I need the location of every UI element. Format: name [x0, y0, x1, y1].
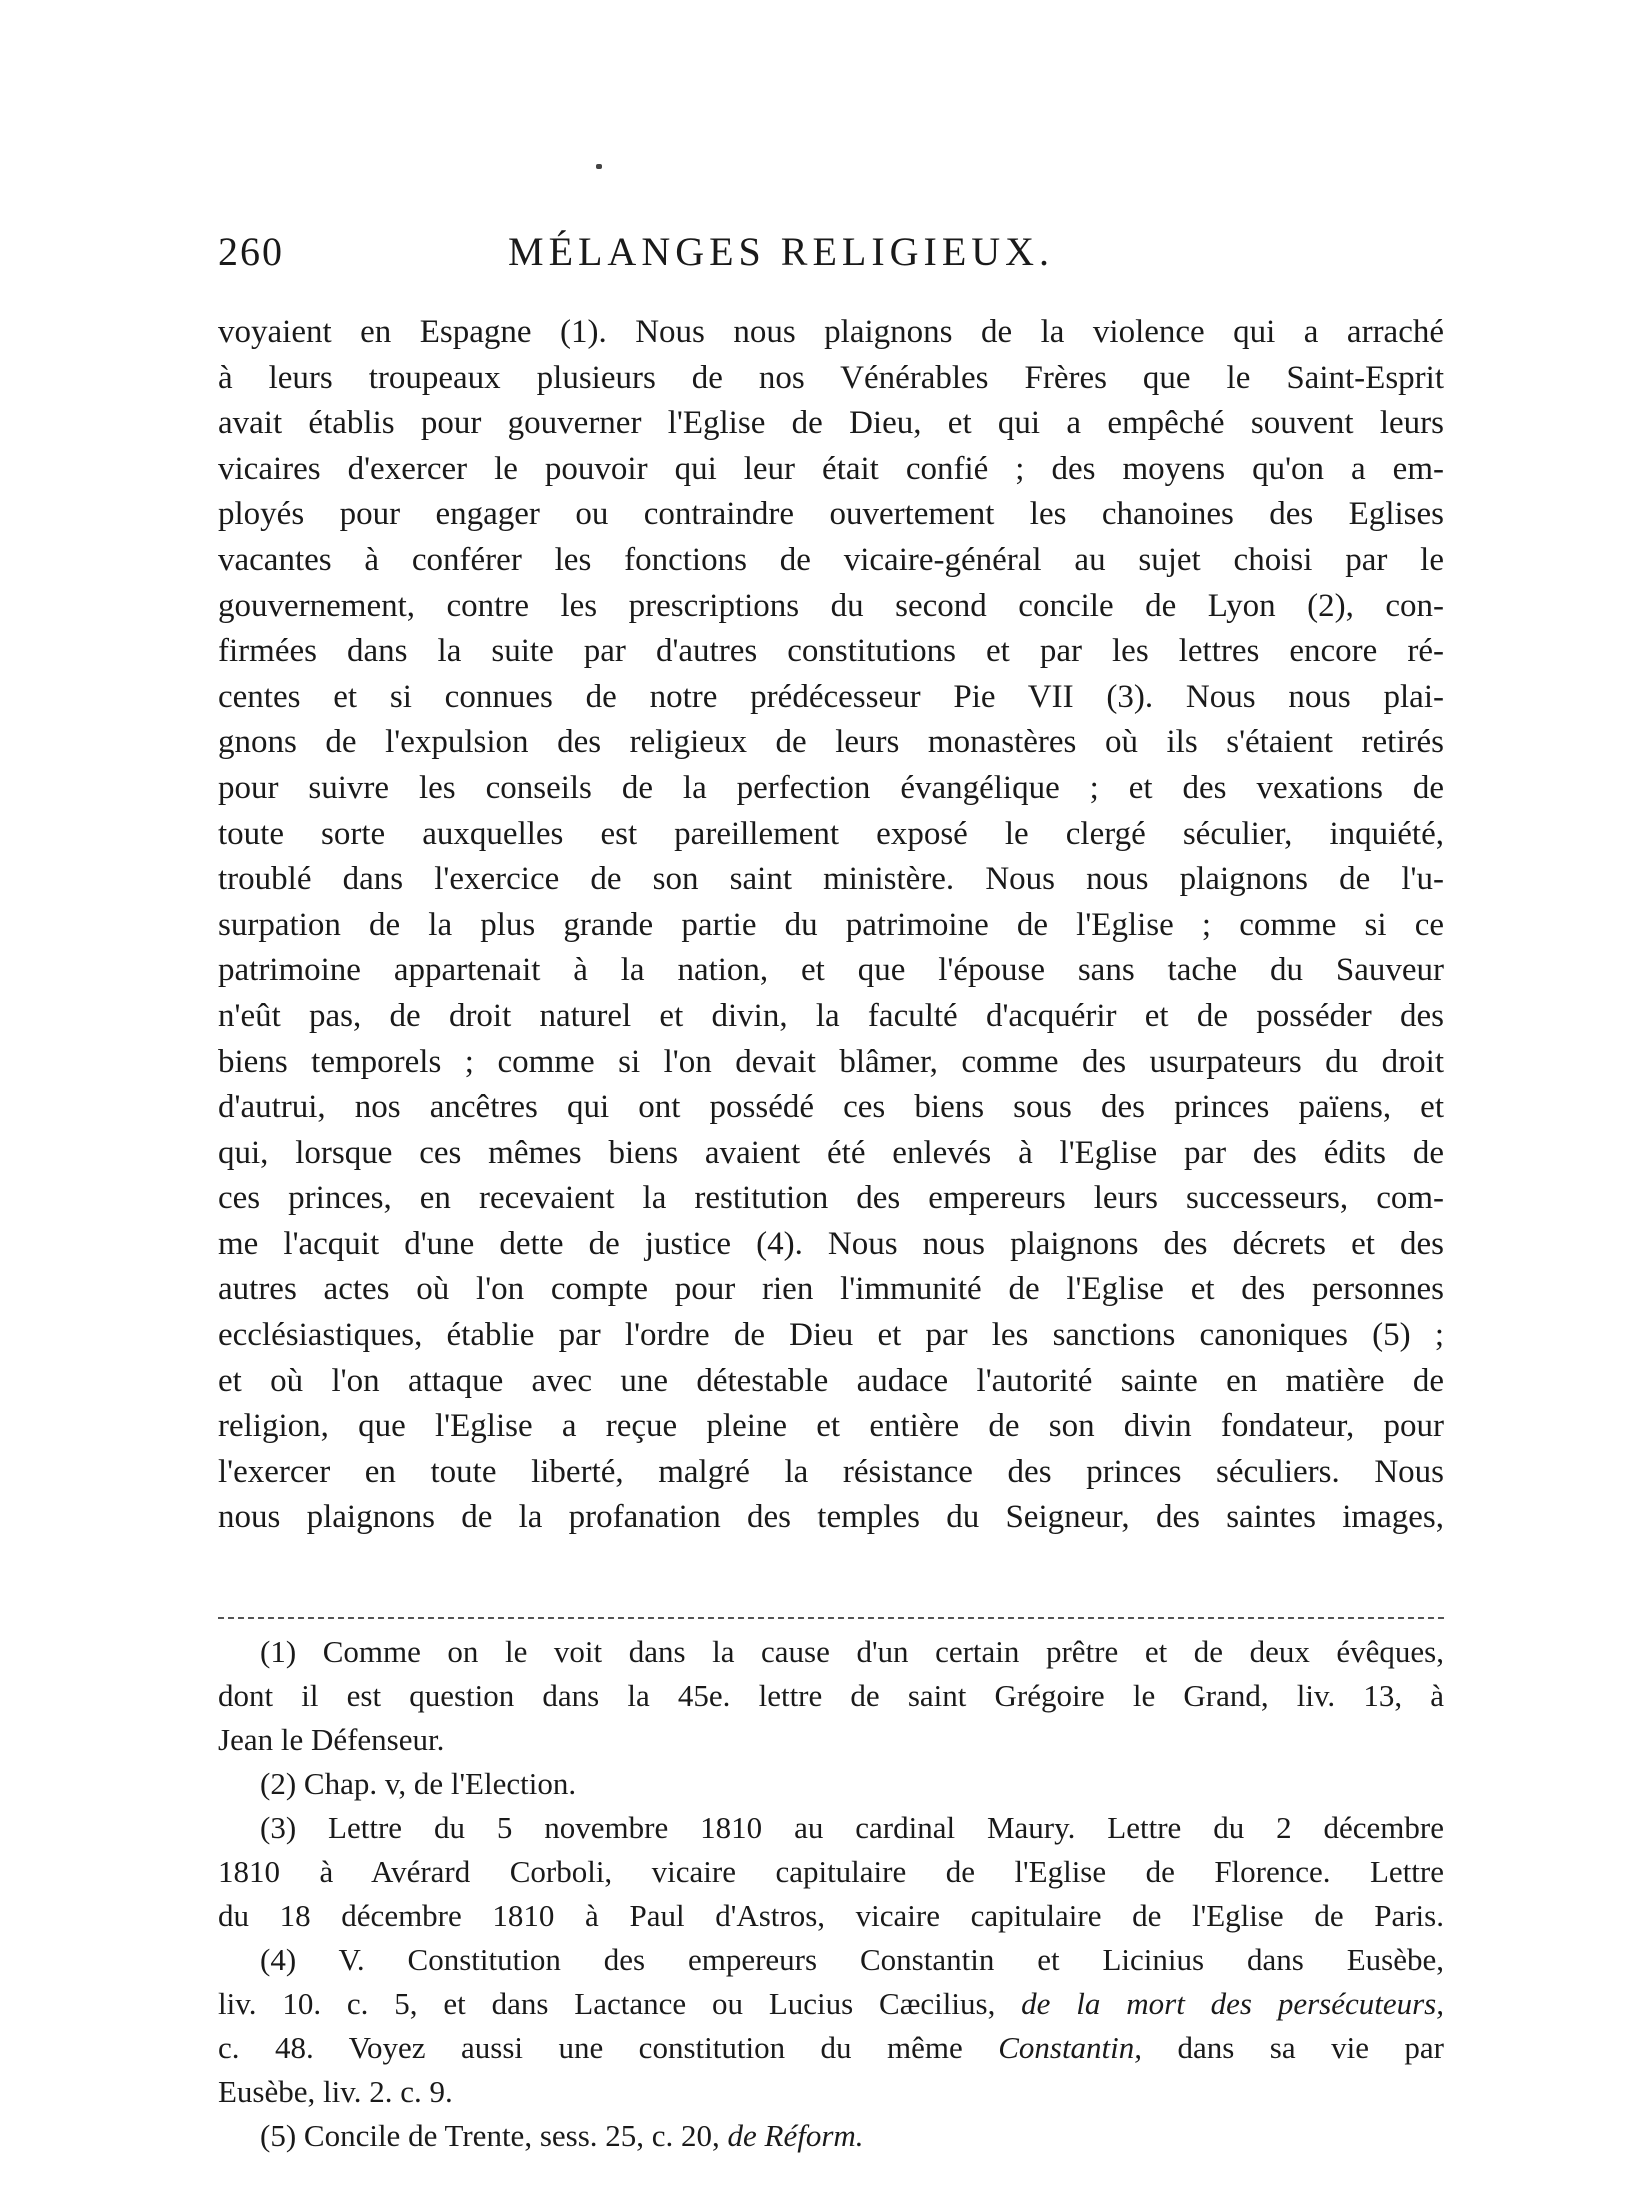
body-line: firmées dans la suite par d'autres constitutions et par les lettres encore ré-: [218, 633, 1444, 670]
body-line: n'eût pas, de droit naturel et divin, la faculté d'acquérir et de posséder des: [218, 997, 1444, 1034]
body-line: d'autrui, nos ancêtres qui ont possédé ces biens sous des princes païens, et: [218, 1089, 1444, 1126]
footnote-4-continued: Eusèbe, liv. 2. c. 9.: [218, 2074, 453, 2109]
body-line: nous plaignons de la profanation des temples du Seigneur, des saintes images,: [218, 1499, 1444, 1536]
body-line: gnons de l'expulsion des religieux de leurs monastères où ils s'étaient retirés: [218, 724, 1444, 761]
footnote-1: (1) Comme on le voit dans la cause d'un certain prêtre et de deux évêques,: [260, 1634, 1444, 1669]
footnote-4-title-italic: de la mort des persécuteurs,: [1021, 1986, 1444, 2021]
footnotes: [218, 1630, 1444, 2158]
body-line: gouvernement, contre les prescriptions du second concile de Lyon (2), con-: [218, 587, 1444, 624]
body-line: troublé dans l'exercice de son saint ministère. Nous nous plaignons de l'u-: [218, 861, 1444, 898]
body-line: centes et si connues de notre prédécesseur Pie VII (3). Nous nous plai-: [218, 678, 1444, 715]
body-line: et où l'on attaque avec une détestable audace l'autorité sainte en matière de: [218, 1362, 1444, 1399]
body-line: pour suivre les conseils de la perfection évangélique ; et des vexations de: [218, 769, 1444, 806]
footnote-2: (2) Chap. v, de l'Election.: [260, 1766, 577, 1801]
footnote-1-continued: dont il est question dans la 45e. lettre de saint Grégoire le Grand, liv. 13, à: [218, 1678, 1444, 1713]
footnote-5: [218, 2114, 1444, 2158]
running-head: [218, 228, 1448, 288]
body-line: biens temporels ; comme si l'on devait blâmer, comme des usurpateurs du droit: [218, 1043, 1444, 1080]
footnote-4-text: c. 48. Voyez aussi une constitution du même: [218, 2030, 999, 2065]
body-line: vacantes à conférer les fonctions de vicaire-général au sujet choisi par le: [218, 541, 1444, 578]
footnote-3: (3) Lettre du 5 novembre 1810 au cardinal Maury. Lettre du 2 décembre: [260, 1810, 1444, 1845]
footnote-3-continued: du 18 décembre 1810 à Paul d'Astros, vicaire capitulaire de l'Eglise de Paris.: [218, 1898, 1444, 1933]
footnote-3-continued: 1810 à Avérard Corboli, vicaire capitulaire de l'Eglise de Florence. Lettre: [218, 1854, 1444, 1889]
body-line: surpation de la plus grande partie du patrimoine de l'Eglise ; comme si ce: [218, 906, 1444, 943]
body-line: ces princes, en recevaient la restitution des empereurs leurs successeurs, com-: [218, 1180, 1444, 1217]
body-line: ecclésiastiques, établie par l'ordre de Dieu et par les sanctions canoniques (5) ;: [218, 1317, 1444, 1354]
body-line: voyaient en Espagne (1). Nous nous plaignons de la violence qui a arraché: [218, 314, 1444, 350]
body-line: vicaires d'exercer le pouvoir qui leur était confié ; des moyens qu'on a em-: [218, 450, 1444, 487]
body-line: l'exercer en toute liberté, malgré la résistance des princes séculiers. Nous: [218, 1453, 1444, 1490]
running-title: MÉLANGES RELIGIEUX.: [508, 229, 1055, 274]
footnote-4-text: liv. 10. c. 5, et dans Lactance ou Lucius Cæcilius,: [218, 1986, 1022, 2021]
body-line: à leurs troupeaux plusieurs de nos Vénérables Frères que le Saint-Esprit: [218, 359, 1444, 396]
footnote-4-text: dans sa vie par: [1142, 2030, 1444, 2065]
body-line: me l'acquit d'une dette de justice (4). Nous nous plaignons des décrets et des: [218, 1225, 1444, 1262]
body-line: toute sorte auxquelles est pareillement exposé le clergé séculier, inquiété,: [218, 815, 1444, 852]
body-line: ployés pour engager ou contraindre ouvertement les chanoines des Eglises: [218, 496, 1444, 533]
footnote-separator: [218, 1617, 1444, 1619]
footnote-4-continued: [218, 1982, 1444, 2026]
body-line: patrimoine appartenait à la nation, et que l'épouse sans tache du Sauveur: [218, 952, 1444, 989]
body-line: autres actes où l'on compte pour rien l'immunité de l'Eglise et des personnes: [218, 1271, 1444, 1308]
footnote-4-name-italic: Constantin,: [998, 2030, 1143, 2065]
body-line: qui, lorsque ces mêmes biens avaient été enlevés à l'Eglise par des édits de: [218, 1134, 1444, 1171]
page-number: 260: [218, 229, 284, 274]
footnote-5-title-italic: de Réform.: [727, 2118, 864, 2153]
footnote-4-continued: [218, 2026, 1444, 2070]
footnote-5-text: (5) Concile de Trente, sess. 25, c. 20,: [260, 2118, 728, 2153]
body-text: [218, 310, 1444, 1541]
footnote-1-continued: Jean le Défenseur.: [218, 1722, 445, 1757]
footnote-4: (4) V. Constitution des empereurs Constantin et Licinius dans Eusèbe,: [260, 1942, 1444, 1977]
body-line: avait établis pour gouverner l'Eglise de Dieu, et qui a empêché souvent leurs: [218, 405, 1444, 442]
ink-speck: [596, 164, 602, 169]
body-line: religion, que l'Eglise a reçue pleine et entière de son divin fondateur, pour: [218, 1408, 1444, 1445]
